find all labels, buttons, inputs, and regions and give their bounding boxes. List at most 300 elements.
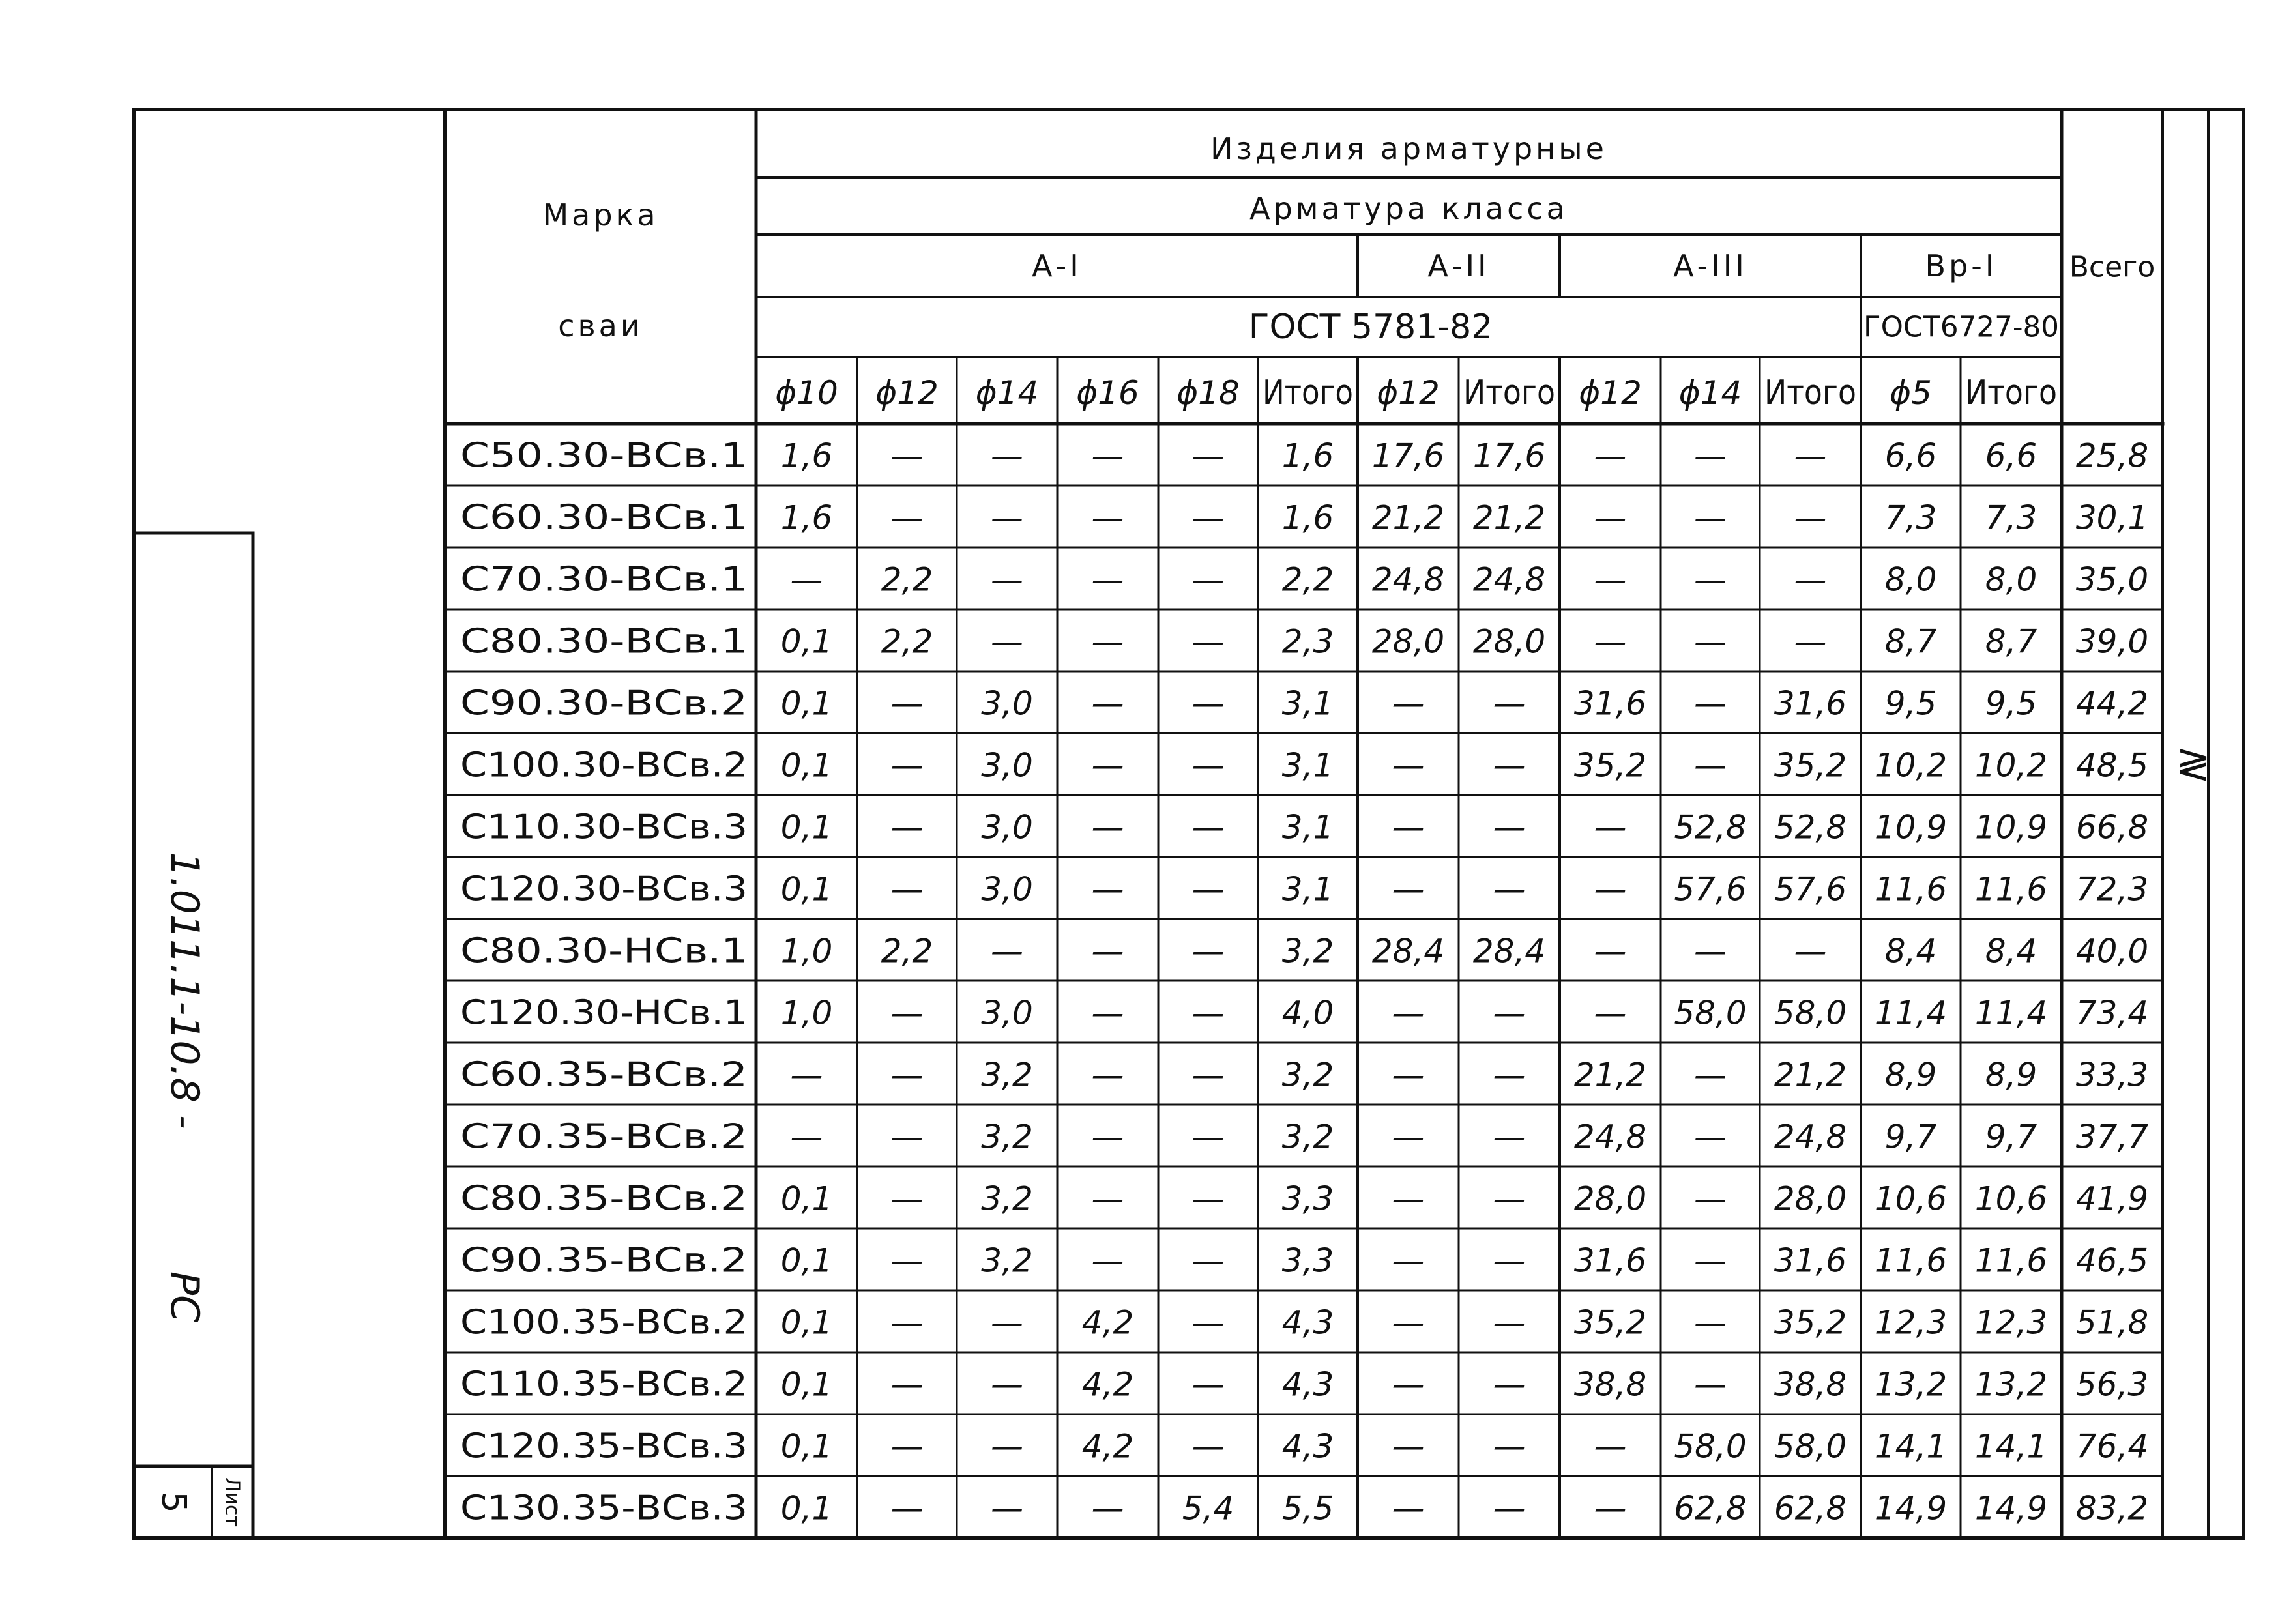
table-cell: — — [1191, 1056, 1225, 1094]
total-cell: 72,3 — [2075, 870, 2149, 908]
mark-header-sub: сваи — [558, 308, 643, 343]
total-cell: 46,5 — [2075, 1241, 2149, 1280]
table-cell: — — [1191, 870, 1225, 908]
table-cell: 2,2 — [881, 560, 933, 599]
table-cell: — — [890, 1427, 924, 1466]
table-cell: — — [1794, 499, 1827, 537]
table-cell: 3,3 — [1281, 1180, 1334, 1218]
column-header-13: Итого — [1965, 373, 2057, 413]
table-cell: 12,3 — [1974, 1303, 2048, 1342]
table-cell: 58,0 — [1774, 1427, 1847, 1466]
table-cell: 28,0 — [1371, 622, 1445, 661]
table-cell: 9,7 — [1884, 1118, 1937, 1156]
table-cell: — — [1191, 684, 1225, 723]
table-cell: 13,2 — [1874, 1365, 1948, 1404]
table-cell: 35,2 — [1573, 1303, 1647, 1342]
table-cell: 9,5 — [1985, 684, 2037, 723]
table-cell: — — [1694, 1180, 1727, 1218]
pile-mark-cell: С60.30-ВСв.1 — [460, 498, 748, 538]
table-cell: 4,3 — [1281, 1303, 1334, 1342]
table-cell: 10,9 — [1974, 808, 2048, 847]
table-cell: 1,6 — [1281, 437, 1334, 475]
total-cell: 66,8 — [2075, 808, 2149, 847]
class-label-2: А-II — [1427, 248, 1490, 283]
table-cell: 24,8 — [1774, 1118, 1847, 1156]
table-cell: 3,2 — [1281, 1118, 1334, 1156]
table-cell: — — [1191, 437, 1225, 475]
table-cell: 3,1 — [1281, 684, 1334, 723]
table-cell: 31,6 — [1573, 684, 1647, 723]
table-cell: 21,2 — [1472, 499, 1546, 537]
table-cell: 12,3 — [1874, 1303, 1948, 1342]
table-cell: — — [790, 1056, 823, 1094]
sheet-label: Лист — [220, 1477, 244, 1528]
total-cell: 83,2 — [2075, 1489, 2149, 1528]
table-cell: — — [1493, 870, 1526, 908]
table-cell: — — [1794, 622, 1827, 661]
total-cell: 48,5 — [2075, 746, 2149, 785]
table-cell: 58,0 — [1774, 994, 1847, 1032]
table-cell: — — [1694, 437, 1727, 475]
table-cell: — — [1091, 437, 1124, 475]
table-cell: 8,0 — [1985, 560, 2037, 599]
column-header-7: ϕ12 — [1377, 374, 1440, 412]
table-cell: — — [1392, 1489, 1425, 1528]
table-cell: 10,9 — [1874, 808, 1948, 847]
table-cell: — — [890, 870, 924, 908]
table-cell: 38,8 — [1774, 1365, 1847, 1404]
table-cell: — — [1091, 622, 1124, 661]
table-cell: — — [890, 1056, 924, 1094]
table-cell: 57,6 — [1774, 870, 1847, 908]
table-cell: — — [1091, 808, 1124, 847]
pile-mark-cell: С80.30-ВСв.1 — [460, 622, 748, 661]
table-cell: 21,2 — [1371, 499, 1445, 537]
table-cell: 28,4 — [1472, 932, 1546, 970]
table-cell: — — [790, 1118, 823, 1156]
column-header-9: ϕ12 — [1579, 374, 1642, 412]
table-cell: 24,8 — [1573, 1118, 1647, 1156]
table-cell: 7,3 — [1985, 499, 2037, 537]
table-cell: 3,0 — [981, 684, 1033, 723]
table-cell: — — [1191, 994, 1225, 1032]
table-cell: 3,2 — [981, 1118, 1033, 1156]
table-cell: 7,3 — [1884, 499, 1937, 537]
table-cell: 17,6 — [1371, 437, 1445, 475]
table-cell: 4,2 — [1081, 1427, 1134, 1466]
table-cell: — — [890, 499, 924, 537]
total-cell: 35,0 — [2075, 560, 2149, 599]
table-cell: 24,8 — [1472, 560, 1546, 599]
table-cell: 3,0 — [981, 870, 1033, 908]
total-cell: 40,0 — [2075, 932, 2149, 970]
column-header-3: ϕ14 — [975, 374, 1039, 412]
table-cell: 3,3 — [1281, 1241, 1334, 1280]
column-header-8: Итого — [1463, 373, 1555, 413]
table-cell: 28,4 — [1371, 932, 1445, 970]
group-title: Изделия арматурные — [1210, 131, 1607, 166]
table-cell: — — [1392, 1427, 1425, 1466]
total-header: Всего — [2069, 250, 2155, 284]
table-cell: 4,3 — [1281, 1365, 1334, 1404]
table-cell: — — [1694, 499, 1727, 537]
table-cell: — — [1694, 1118, 1727, 1156]
table-cell: — — [1594, 932, 1627, 970]
table-cell: 62,8 — [1774, 1489, 1847, 1528]
table-cell: 8,7 — [1884, 622, 1937, 661]
table-cell: 0,1 — [780, 1365, 833, 1404]
table-cell: — — [1392, 1180, 1425, 1218]
table-cell: — — [1091, 870, 1124, 908]
table-cell: — — [890, 437, 924, 475]
table-cell: 3,2 — [1281, 1056, 1334, 1094]
table-cell: — — [1493, 1427, 1526, 1466]
table-cell: 1,6 — [1281, 499, 1334, 537]
class-label-4: Вр-I — [1925, 248, 1998, 283]
table-cell: 1,0 — [780, 994, 833, 1032]
table-cell: — — [1493, 1118, 1526, 1156]
table-cell: — — [1191, 1241, 1225, 1280]
table-cell: — — [1392, 870, 1425, 908]
table-cell: 52,8 — [1774, 808, 1847, 847]
table-cell: — — [1191, 1427, 1225, 1466]
pile-mark-cell: С70.35-ВСв.2 — [460, 1117, 748, 1157]
table-cell: 0,1 — [780, 622, 833, 661]
table-cell: — — [1493, 1180, 1526, 1218]
table-cell: 10,6 — [1974, 1180, 2048, 1218]
table-cell: — — [1191, 746, 1225, 785]
table-cell: 3,1 — [1281, 746, 1334, 785]
table-cell: 58,0 — [1674, 1427, 1747, 1466]
table-cell: 0,1 — [780, 684, 833, 723]
table-cell: — — [1191, 499, 1225, 537]
table-cell: — — [991, 1427, 1023, 1466]
table-cell: 31,6 — [1774, 1241, 1847, 1280]
table-cell: — — [1493, 1241, 1526, 1280]
table-cell: 13,2 — [1974, 1365, 2048, 1404]
table-cell: 0,1 — [780, 1180, 833, 1218]
table-cell: — — [1594, 870, 1627, 908]
table-cell: 3,0 — [981, 746, 1033, 785]
table-cell: — — [1694, 684, 1727, 723]
table-cell: 3,2 — [981, 1056, 1033, 1094]
total-cell: 25,8 — [2075, 437, 2149, 475]
table-cell: 6,6 — [1884, 437, 1937, 475]
table-cell: 8,7 — [1985, 622, 2037, 661]
table-cell: 11,6 — [1874, 870, 1948, 908]
table-cell: 5,5 — [1281, 1489, 1334, 1528]
table-cell: — — [1594, 437, 1627, 475]
pile-mark-cell: С120.30-НСв.1 — [460, 993, 748, 1033]
table-cell: 6,6 — [1985, 437, 2037, 475]
table-cell: — — [991, 1365, 1023, 1404]
table-cell: 1,0 — [780, 932, 833, 970]
table-cell: — — [1392, 1303, 1425, 1342]
table-cell: — — [1594, 499, 1627, 537]
table-cell: — — [1191, 1180, 1225, 1218]
table-cell: — — [1493, 808, 1526, 847]
column-header-4: ϕ16 — [1076, 374, 1139, 412]
column-header-1: ϕ10 — [775, 374, 838, 412]
table-cell: — — [1694, 1241, 1727, 1280]
table-cell: 0,1 — [780, 1427, 833, 1466]
total-cell: 73,4 — [2075, 994, 2149, 1032]
pile-mark-cell: С80.30-НСв.1 — [460, 931, 748, 971]
table-cell: 11,6 — [1974, 870, 2048, 908]
table-cell: — — [991, 1489, 1023, 1528]
table-cell: — — [1493, 1056, 1526, 1094]
table-cell: — — [1091, 746, 1124, 785]
column-header-2: ϕ12 — [875, 374, 939, 412]
class-label-3: А-III — [1673, 248, 1747, 283]
table-cell: — — [890, 1180, 924, 1218]
pile-mark-cell: С100.35-ВСв.2 — [460, 1303, 748, 1342]
table-cell: 14,1 — [1974, 1427, 2048, 1466]
table-cell: — — [890, 1118, 924, 1156]
table-cell: — — [890, 1365, 924, 1404]
table-cell: 3,2 — [1281, 932, 1334, 970]
table-cell: — — [1091, 1056, 1124, 1094]
table-cell: — — [890, 1241, 924, 1280]
class-label-1: А-I — [1032, 248, 1082, 283]
side-stamp — [154, 852, 244, 1528]
pile-mark-cell: С70.30-ВСв.1 — [460, 560, 748, 600]
table-cell: — — [1392, 994, 1425, 1032]
table-cell: — — [1594, 1427, 1627, 1466]
table-cell: 0,1 — [780, 1241, 833, 1280]
pile-mark-cell: С90.35-ВСв.2 — [460, 1241, 748, 1281]
table-cell: 8,9 — [1985, 1056, 2037, 1094]
table-cell: 8,4 — [1884, 932, 1937, 970]
table-cell: 14,9 — [1974, 1489, 2048, 1528]
table-cell: — — [1191, 1118, 1225, 1156]
table-cell: — — [1493, 746, 1526, 785]
table-cell: — — [1191, 932, 1225, 970]
table-cell: — — [991, 437, 1023, 475]
table-cell: — — [1694, 1303, 1727, 1342]
table-cell: 10,2 — [1874, 746, 1948, 785]
pile-mark-cell: С90.30-ВСв.2 — [460, 684, 748, 723]
table-cell: 10,6 — [1874, 1180, 1948, 1218]
table-cell: 21,2 — [1573, 1056, 1647, 1094]
table-cell: 10,2 — [1974, 746, 2048, 785]
table-cell: — — [1392, 1365, 1425, 1404]
table-cell: — — [1694, 560, 1727, 599]
table-cell: — — [1392, 808, 1425, 847]
table-cell: 4,2 — [1081, 1365, 1134, 1404]
pile-mark-cell: С50.30-ВСв.1 — [460, 436, 748, 476]
table-cell: — — [1694, 746, 1727, 785]
table-cell: 28,0 — [1774, 1180, 1847, 1218]
table-cell: 9,5 — [1884, 684, 1937, 723]
class-title: Арматура класса — [1249, 191, 1568, 226]
table-cell: 1,6 — [780, 499, 833, 537]
table-cell: 2,3 — [1281, 622, 1334, 661]
table-cell: 2,2 — [881, 932, 933, 970]
table-cell: 8,9 — [1884, 1056, 1937, 1094]
table-cell: 3,2 — [981, 1180, 1033, 1218]
table-cell: — — [1493, 1303, 1526, 1342]
table-cell: — — [1091, 499, 1124, 537]
table-cell: — — [1392, 1241, 1425, 1280]
document-code: 1.011.1-10.8 - — [162, 852, 207, 1129]
table-cell: 35,2 — [1573, 746, 1647, 785]
table-cell: — — [1392, 684, 1425, 723]
table-cell: 9,7 — [1985, 1118, 2037, 1156]
table-cell: — — [1794, 437, 1827, 475]
column-header-11: Итого — [1764, 373, 1856, 413]
table-cell: 0,1 — [780, 870, 833, 908]
table-cell: — — [890, 808, 924, 847]
table-cell: — — [1594, 560, 1627, 599]
table-cell: 0,1 — [780, 746, 833, 785]
sheet-number: 5 — [154, 1491, 193, 1513]
table-cell: 35,2 — [1774, 1303, 1847, 1342]
table-cell: 31,6 — [1774, 684, 1847, 723]
table-cell: 8,0 — [1884, 560, 1937, 599]
table-cell: — — [1392, 1118, 1425, 1156]
table-cell: — — [1191, 1303, 1225, 1342]
table-cell: — — [1392, 1056, 1425, 1094]
table-cell: 1,6 — [780, 437, 833, 475]
table-cell: — — [1091, 932, 1124, 970]
table-cell: 5,4 — [1182, 1489, 1234, 1528]
total-cell: 76,4 — [2075, 1427, 2149, 1466]
table-cell: 3,0 — [981, 808, 1033, 847]
table-cell: 14,1 — [1874, 1427, 1948, 1466]
table-cell: — — [1694, 932, 1727, 970]
mark-header: Марка — [542, 197, 659, 233]
table-cell: 62,8 — [1674, 1489, 1747, 1528]
table-cell: 58,0 — [1674, 994, 1747, 1032]
table-cell: — — [1191, 622, 1225, 661]
table-cell: 35,2 — [1774, 746, 1847, 785]
table-cell: — — [890, 746, 924, 785]
column-header-6: Итого — [1263, 373, 1353, 413]
table-cell: — — [1493, 1489, 1526, 1528]
table-cell: — — [890, 994, 924, 1032]
table-cell: — — [1594, 994, 1627, 1032]
total-cell: 37,7 — [2075, 1118, 2149, 1156]
table-cell: 2,2 — [881, 622, 933, 661]
table-cell: — — [1694, 1365, 1727, 1404]
column-header-12: ϕ5 — [1890, 374, 1932, 412]
table-cell: 4,0 — [1281, 994, 1334, 1032]
table-cell: — — [1091, 994, 1124, 1032]
table-cell: 3,0 — [981, 994, 1033, 1032]
table-cell: 28,0 — [1472, 622, 1546, 661]
table-cell: — — [1794, 560, 1827, 599]
pile-mark-cell: С120.30-ВСв.3 — [460, 869, 748, 909]
pile-mark-cell: С110.30-ВСв.3 — [460, 807, 748, 847]
table-cell: 3,1 — [1281, 870, 1334, 908]
table-cell: — — [1091, 684, 1124, 723]
total-cell: 30,1 — [2075, 499, 2149, 537]
pile-mark-cell: С60.35-ВСв.2 — [460, 1055, 748, 1095]
table-cell: — — [1594, 808, 1627, 847]
table-cell: — — [991, 499, 1023, 537]
table-cell: 52,8 — [1674, 808, 1747, 847]
pile-mark-cell: С110.35-ВСв.2 — [460, 1365, 748, 1404]
table-cell: — — [1594, 622, 1627, 661]
column-header-5: ϕ18 — [1176, 374, 1240, 412]
table-cell: — — [1091, 560, 1124, 599]
gost-label-1: ГОСТ 5781-82 — [1248, 308, 1493, 347]
table-cell: — — [1091, 1180, 1124, 1218]
table-cell: — — [991, 932, 1023, 970]
table-cell: 4,3 — [1281, 1427, 1334, 1466]
table-text — [460, 131, 2155, 1528]
total-cell: 33,3 — [2075, 1056, 2149, 1094]
table-cell: — — [991, 1303, 1023, 1342]
table-cell: — — [1392, 746, 1425, 785]
pile-mark-cell: С80.35-ВСв.2 — [460, 1179, 748, 1219]
table-cell: 0,1 — [780, 808, 833, 847]
table-cell: 11,4 — [1974, 994, 2048, 1032]
table-cell: — — [1091, 1241, 1124, 1280]
table-cell: — — [1191, 560, 1225, 599]
table-cell: — — [1493, 994, 1526, 1032]
table-cell: — — [1091, 1489, 1124, 1528]
gost-label-2: ГОСТ6727-80 — [1863, 310, 2059, 344]
table-cell: 31,6 — [1573, 1241, 1647, 1280]
table-cell: — — [790, 560, 823, 599]
pile-mark-cell: С120.35-ВСв.3 — [460, 1427, 748, 1466]
table-cell: 3,2 — [981, 1241, 1033, 1280]
section-code: РС — [162, 1271, 207, 1323]
table-cell: 14,9 — [1874, 1489, 1948, 1528]
table-cell: 38,8 — [1573, 1365, 1647, 1404]
table-cell: 11,6 — [1974, 1241, 2048, 1280]
table-cell: — — [1794, 932, 1827, 970]
pile-mark-cell: С100.30-ВСв.2 — [460, 746, 748, 785]
table-cell: — — [1594, 1489, 1627, 1528]
table-cell: — — [890, 684, 924, 723]
table-cell: 28,0 — [1573, 1180, 1647, 1218]
total-cell: 39,0 — [2075, 622, 2149, 661]
total-cell: 44,2 — [2075, 684, 2149, 723]
table-cell: 4,2 — [1081, 1303, 1134, 1342]
table-cell: 0,1 — [780, 1303, 833, 1342]
table-cell: 8,4 — [1985, 932, 2037, 970]
table-cell: — — [991, 560, 1023, 599]
table-cell: — — [1694, 622, 1727, 661]
table-cell: — — [1694, 1056, 1727, 1094]
table-cell: 21,2 — [1774, 1056, 1847, 1094]
table-cell: — — [1493, 684, 1526, 723]
table-cell: 11,4 — [1874, 994, 1948, 1032]
table-cell: 24,8 — [1371, 560, 1445, 599]
table-cell: — — [890, 1489, 924, 1528]
table-cell: — — [1493, 1365, 1526, 1404]
table-cell: — — [1191, 1365, 1225, 1404]
table-cell: 11,6 — [1874, 1241, 1948, 1280]
total-cell: 41,9 — [2075, 1180, 2149, 1218]
table-cell: — — [890, 1303, 924, 1342]
total-cell: 56,3 — [2075, 1365, 2149, 1404]
table-cell: 0,1 — [780, 1489, 833, 1528]
table-cell: 17,6 — [1472, 437, 1546, 475]
total-cell: 51,8 — [2075, 1303, 2149, 1342]
table-cell: 57,6 — [1674, 870, 1747, 908]
pile-mark-cell: С130.35-ВСв.3 — [460, 1488, 748, 1528]
table-cell: 2,2 — [1281, 560, 1334, 599]
table-cell: — — [1091, 1118, 1124, 1156]
break-mark: ≷ — [2176, 740, 2211, 788]
table-cell: — — [991, 622, 1023, 661]
table-cell: — — [1191, 808, 1225, 847]
column-header-10: ϕ14 — [1678, 374, 1742, 412]
